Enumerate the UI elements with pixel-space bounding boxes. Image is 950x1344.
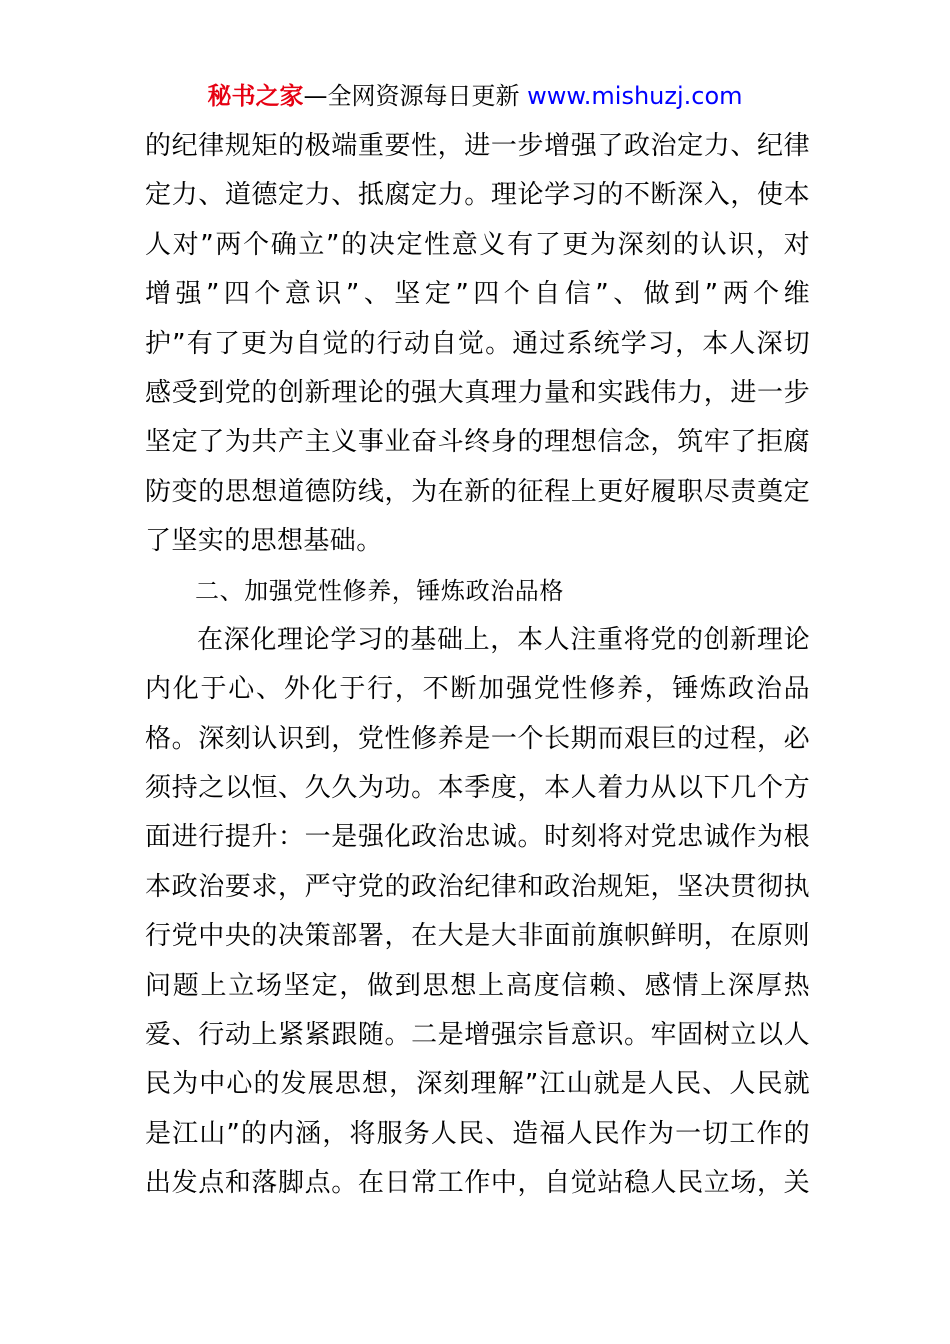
text-line: 面进行提升：一是强化政治忠诚。时刻将对党忠诚作为根 xyxy=(145,822,810,853)
text-line: 感受到党的创新理论的强大真理力量和实践伟力，进一步 xyxy=(145,377,810,408)
site-url-link[interactable]: www.mishuzj.com xyxy=(527,82,743,110)
text-line: 问题上立场坚定，做到思想上高度信赖、感情上深厚热 xyxy=(145,970,810,1001)
site-tagline: —全网资源每日更新 xyxy=(303,82,520,110)
text-line: 防变的思想道德防线，为在新的征程上更好履职尽责奠定 xyxy=(145,476,810,507)
text-line: 爱、行动上紧紧跟随。二是增强宗旨意识。牢固树立以人 xyxy=(145,1020,810,1051)
site-brand: 秘书之家 xyxy=(207,82,304,110)
text-line: 出发点和落脚点。在日常工作中，自觉站稳人民立场，关 xyxy=(145,1168,810,1199)
text-line: 格。深刻认识到，党性修养是一个长期而艰巨的过程，必 xyxy=(145,723,810,754)
document-body xyxy=(145,122,810,1209)
text-line: 在深化理论学习的基础上，本人注重将党的创新理论 xyxy=(197,624,810,655)
text-line: 的纪律规矩的极端重要性，进一步增强了政治定力、纪律 xyxy=(145,131,810,161)
text-line: 本政治要求，严守党的政治纪律和政治规矩，坚决贯彻执 xyxy=(145,871,810,902)
text-line: 定力、道德定力、抵腐定力。理论学习的不断深入，使本 xyxy=(145,180,810,211)
text-line: 民为中心的发展思想，深刻理解”江山就是人民、人民就 xyxy=(145,1069,810,1100)
text-line: 护”有了更为自觉的行动自觉。通过系统学习，本人深切 xyxy=(145,328,810,359)
text-line: 增强”四个意识”、坚定”四个自信”、做到”两个维 xyxy=(145,279,810,310)
text-line: 是江山”的内涵，将服务人民、造福人民作为一切工作的 xyxy=(145,1118,810,1149)
text-line: 人对”两个确立”的决定性意义有了更为深刻的认识，对 xyxy=(145,229,810,260)
text-line: 行党中央的决策部署，在大是大非面前旗帜鲜明，在原则 xyxy=(145,921,810,952)
text-line: 坚定了为共产主义事业奋斗终身的理想信念，筑牢了拒腐 xyxy=(145,427,810,458)
text-line: 了坚实的思想基础。 xyxy=(145,526,383,557)
section-heading: 二、加强党性修养，锤炼政治品格 xyxy=(195,576,564,605)
text-line: 内化于心、外化于行，不断加强党性修养，锤炼政治品 xyxy=(145,674,810,705)
site-header xyxy=(0,78,950,114)
text-line: 须持之以恒、久久为功。本季度，本人着力从以下几个方 xyxy=(145,773,810,804)
